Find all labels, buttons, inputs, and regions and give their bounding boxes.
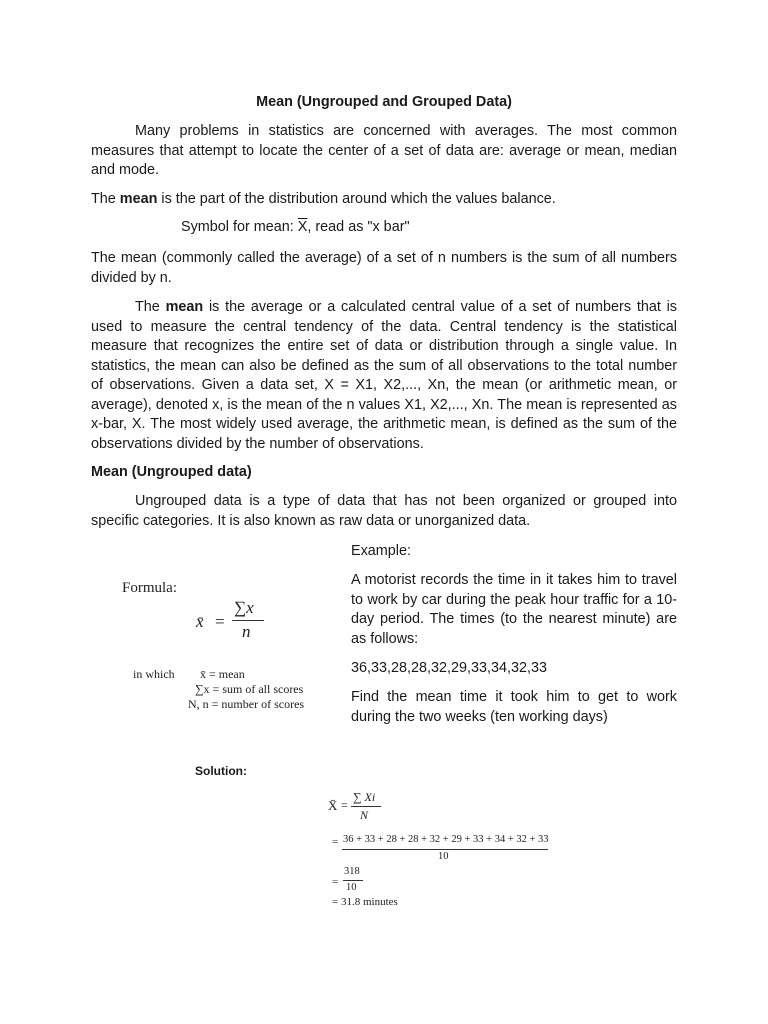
step2-equals: = — [332, 876, 339, 888]
symbol-line — [181, 219, 410, 235]
mean-long-paragraph — [91, 298, 677, 454]
example-data: 36,33,28,28,32,29,33,34,32,33 — [351, 660, 548, 676]
formula-image — [118, 576, 318, 726]
solution-image — [91, 748, 677, 916]
ungrouped-heading: Mean (Ungrouped data) — [91, 464, 252, 480]
solution-equals: = — [341, 798, 348, 812]
mean-def-prefix: The — [91, 191, 120, 207]
formula-legend-mean: x̄ = mean — [200, 667, 245, 681]
example-question: Find the mean time it took him to get to work during the two weeks (ten working days) — [351, 689, 677, 725]
mean-definition-paragraph — [91, 190, 677, 210]
formula-in-which: in which — [133, 667, 175, 681]
solution-fraction-bar-2 — [342, 849, 548, 850]
mean-def-term: mean — [119, 191, 158, 207]
step2-denominator: 10 — [346, 882, 357, 893]
formula-denominator: n — [242, 622, 251, 641]
formula-legend-sum: ∑x = sum of all scores — [195, 682, 304, 696]
mean-def-rest: is the part of the distribution around which the values balance. — [157, 191, 556, 207]
example-label: Example: — [351, 543, 411, 559]
example-problem: A motorist records the time in it takes him to travel to work by car during the peak hour traffic for a 10-day period. The times (to the nearest minute) are as follows: — [351, 572, 677, 647]
formula-numerator: ∑x — [234, 598, 254, 617]
solution-numerator: ∑ Xi — [353, 790, 376, 804]
mean-common-paragraph: The mean (commonly called the average) of a set of n numbers is the sum of all numbers divided by n. — [91, 250, 677, 286]
step1-numerator: 36 + 33 + 28 + 28 + 32 + 29 + 33 + 34 + 32 + 33 — [343, 834, 549, 845]
ungrouped-description: Ungrouped data is a type of data that has not been organized or grouped into specific categories. It is also known as raw data or unorganized data. — [91, 493, 677, 529]
solution-result: = 31.8 minutes — [332, 896, 398, 908]
formula-lhs: x̄ — [196, 612, 204, 631]
step1-equals: = — [332, 836, 339, 848]
formula-label: Formula: — [122, 580, 177, 596]
solution-denominator: N — [360, 808, 369, 822]
mean-long-rest: is the average or a calculated central value of a set of numbers that is used to measure the central tendency of the data. Central tendency is the statistical measure that recognizes the entire set of data or distribution through a single value. In statistics, the mean can also be defined as the sum of all observations to the total number of observations. Given a data set, X = X1, X2,..., Xn, the mean (or arithmetic mean, or average), denoted x, is the mean of the n values X1, X2,..., Xn. The mean is represented as x-bar, X. The most widely used average, the arithmetic mean, is defined as the sum of the observations divided by the number of observations. — [91, 299, 677, 452]
xbar-symbol: $\overline{X}$ — [297, 219, 308, 235]
intro-paragraph: Many problems in statistics are concerned with averages. The most common measures that attempt to locate the center of a set of data are: average or mean, median and mode. — [91, 123, 677, 178]
solution-lhs: X̄ — [328, 798, 338, 813]
symbol-rest: , read as "x bar" — [307, 219, 410, 235]
mean-long-prefix: The — [135, 299, 166, 315]
solution-fraction-bar-3 — [343, 880, 363, 881]
solution-label: Solution: — [195, 764, 247, 778]
step1-denominator: 10 — [438, 851, 449, 862]
mean-long-term: mean — [165, 299, 204, 315]
page-title: Mean (Ungrouped and Grouped Data) — [256, 94, 512, 110]
formula-legend-count: N, n = number of scores — [188, 697, 305, 711]
step2-numerator: 318 — [344, 866, 360, 877]
solution-fraction-bar-1 — [351, 806, 381, 807]
formula-equals: = — [215, 612, 225, 631]
symbol-prefix: Symbol for mean: — [181, 219, 298, 235]
formula-fraction-bar — [232, 620, 264, 621]
